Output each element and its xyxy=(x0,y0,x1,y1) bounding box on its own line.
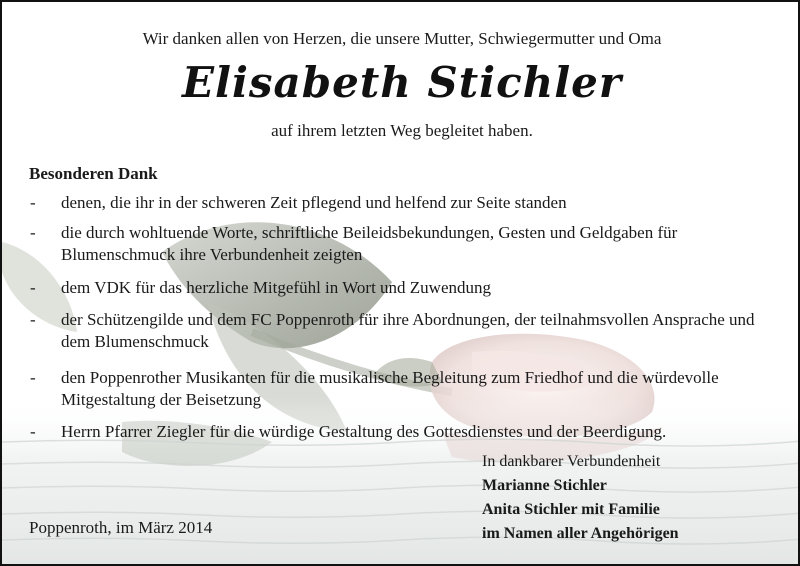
signature-name: Marianne Stichler xyxy=(482,477,607,494)
list-item-text: denen, die ihr in der schweren Zeit pflegend und helfend zur Seite standen xyxy=(61,193,567,212)
signature-name: Anita Stichler mit Familie xyxy=(482,501,660,518)
signature-closing: im Namen aller Angehörigen xyxy=(482,525,679,542)
bullet-dash: - xyxy=(30,422,36,441)
bullet-dash: - xyxy=(30,278,36,297)
outro-line: auf ihrem letzten Weg begleitet haben. xyxy=(271,121,533,140)
list-item-text: die durch wohltuende Worte, schriftliche Beileidsbekundungen, Gesten und Geldgaben für Blumenschmuck ihre Verbundenheit zeigten xyxy=(61,223,678,264)
place-date: Poppenroth, im März 2014 xyxy=(29,518,213,537)
deceased-name: Elisabeth Stichler xyxy=(181,58,623,107)
list-item-text: den Poppenrother Musikanten für die musikalische Begleitung zum Friedhof und die würdevolle Mitgestaltung der Beisetzung xyxy=(61,368,719,409)
signature-block xyxy=(482,450,679,546)
section-heading: Besonderen Dank xyxy=(29,164,158,183)
list-item-text: Herrn Pfarrer Ziegler für die würdige Gestaltung des Gottesdienstes und der Beerdigung. xyxy=(61,422,667,441)
list-item-text: dem VDK für das herzliche Mitgefühl in Wort und Zuwendung xyxy=(61,278,491,297)
intro-line: Wir danken allen von Herzen, die unsere Mutter, Schwiegermutter und Oma xyxy=(142,29,662,48)
signature-greeting: In dankbarer Verbundenheit xyxy=(482,453,661,470)
bullet-dash: - xyxy=(30,223,36,242)
bullet-dash: - xyxy=(30,310,36,329)
bullet-dash: - xyxy=(30,193,36,212)
bullet-dash: - xyxy=(30,368,36,387)
list-item-text: der Schützengilde und dem FC Poppenroth für ihre Abordnungen, der teilnahmsvollen Ansprache und dem Blumenschmuck xyxy=(61,310,755,351)
